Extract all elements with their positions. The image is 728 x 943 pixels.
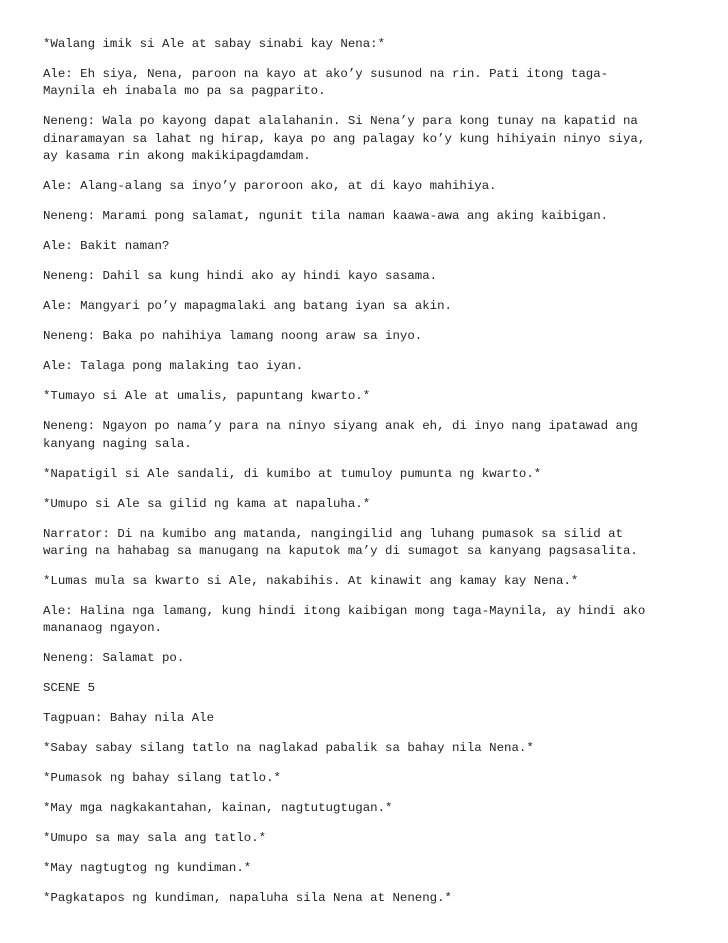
paragraph — [43, 650, 693, 667]
text-line: Ale: Mangyari po’y mapagmalaki ang batang iyan sa akin. — [43, 299, 452, 314]
paragraph — [43, 830, 693, 847]
paragraph — [43, 418, 693, 453]
text-line: Ale: Eh siya, Nena, paroon na kayo at ako’y susunod na rin. Pati itong taga- — [43, 67, 609, 81]
text-line: Neneng: Wala po kayong dapat alalahanin. Si Nena’y para kong tunay na kapatid na — [43, 114, 638, 129]
paragraph — [43, 208, 693, 225]
text-line: Ale: Halina nga lamang, kung hindi itong kaibigan mong taga-Maynila, ay hindi ako — [43, 604, 646, 619]
paragraph — [43, 113, 693, 165]
script-text-body — [43, 36, 693, 920]
text-line: Ale: Bakit naman? — [43, 239, 170, 254]
paragraph — [43, 268, 693, 285]
paragraph — [43, 358, 693, 375]
text-line: Neneng: Baka po nahihiya lamang noong araw sa inyo. — [43, 329, 423, 344]
text-line: Maynila eh inabala mo pa sa pagparito. — [43, 84, 326, 99]
text-line: *Pagkatapos ng kundiman, napaluha sila Nena at Neneng.* — [43, 891, 452, 906]
text-line: waring na hahabag sa manugang na kaputok ma’y di sumagot sa kanyang pagsasalita. — [43, 544, 638, 559]
paragraph — [43, 36, 693, 53]
text-line: *May nagtugtog ng kundiman.* — [43, 861, 252, 876]
paragraph — [43, 860, 693, 877]
text-line: Neneng: Ngayon po nama’y para na ninyo siyang anak eh, di inyo nang ipatawad ang — [43, 419, 638, 434]
paragraph — [43, 526, 693, 561]
text-line: *Walang imik si Ale at sabay sinabi kay Nena:* — [43, 37, 386, 51]
paragraph — [43, 298, 693, 315]
text-line: *Pumasok ng bahay silang tatlo.* — [43, 771, 281, 786]
text-line: kanyang naging sala. — [43, 436, 192, 451]
paragraph — [43, 328, 693, 345]
text-line: SCENE 5 — [43, 681, 96, 696]
paragraph — [43, 496, 693, 513]
text-line: Ale: Talaga pong malaking tao iyan. — [43, 359, 304, 374]
text-line: *Sabay sabay silang tatlo na naglakad pabalik sa bahay nila Nena.* — [43, 741, 534, 756]
paragraph — [43, 740, 693, 757]
paragraph — [43, 800, 693, 817]
paragraph — [43, 466, 693, 483]
text-line: Ale: Alang-alang sa inyo’y paroroon ako, at di kayo mahihiya. — [43, 179, 497, 194]
paragraph — [43, 603, 693, 638]
text-line: Narrator: Di na kumibo ang matanda, nangingilid ang luhang pumasok sa silid at — [43, 526, 623, 541]
text-line: Neneng: Dahil sa kung hindi ako ay hindi kayo sasama. — [43, 269, 438, 284]
paragraph — [43, 66, 693, 101]
text-line: *Umupo sa may sala ang tatlo.* — [43, 831, 267, 846]
paragraph — [43, 238, 693, 255]
paragraph — [43, 388, 693, 405]
text-line: Tagpuan: Bahay nila Ale — [43, 711, 215, 726]
text-line: mananaog ngayon. — [43, 621, 162, 636]
paragraph — [43, 770, 693, 787]
text-line: Neneng: Salamat po. — [43, 651, 185, 666]
text-line: *Umupo si Ale sa gilid ng kama at napaluha.* — [43, 496, 371, 511]
paragraph — [43, 890, 693, 907]
text-line: *Tumayo si Ale at umalis, papuntang kwarto.* — [43, 389, 371, 404]
text-line: *Napatigil si Ale sandali, di kumibo at tumuloy pumunta ng kwarto.* — [43, 466, 542, 481]
text-line: Neneng: Marami pong salamat, ngunit tila naman kaawa-awa ang aking kaibigan. — [43, 209, 609, 224]
paragraph — [43, 573, 693, 590]
text-line: *May mga nagkakantahan, kainan, nagtutugtugan.* — [43, 801, 393, 816]
text-line: dinaramayan sa lahat ng hirap, kaya po ang palagay ko’y kung hihiyain ninyo siya, — [43, 131, 646, 146]
text-line: ay kasama rin akong makikipagdamdam. — [43, 149, 311, 164]
paragraph — [43, 710, 693, 727]
paragraph — [43, 680, 693, 697]
text-line: *Lumas mula sa kwarto si Ale, nakabihis. At kinawit ang kamay kay Nena.* — [43, 574, 579, 589]
paragraph — [43, 178, 693, 195]
